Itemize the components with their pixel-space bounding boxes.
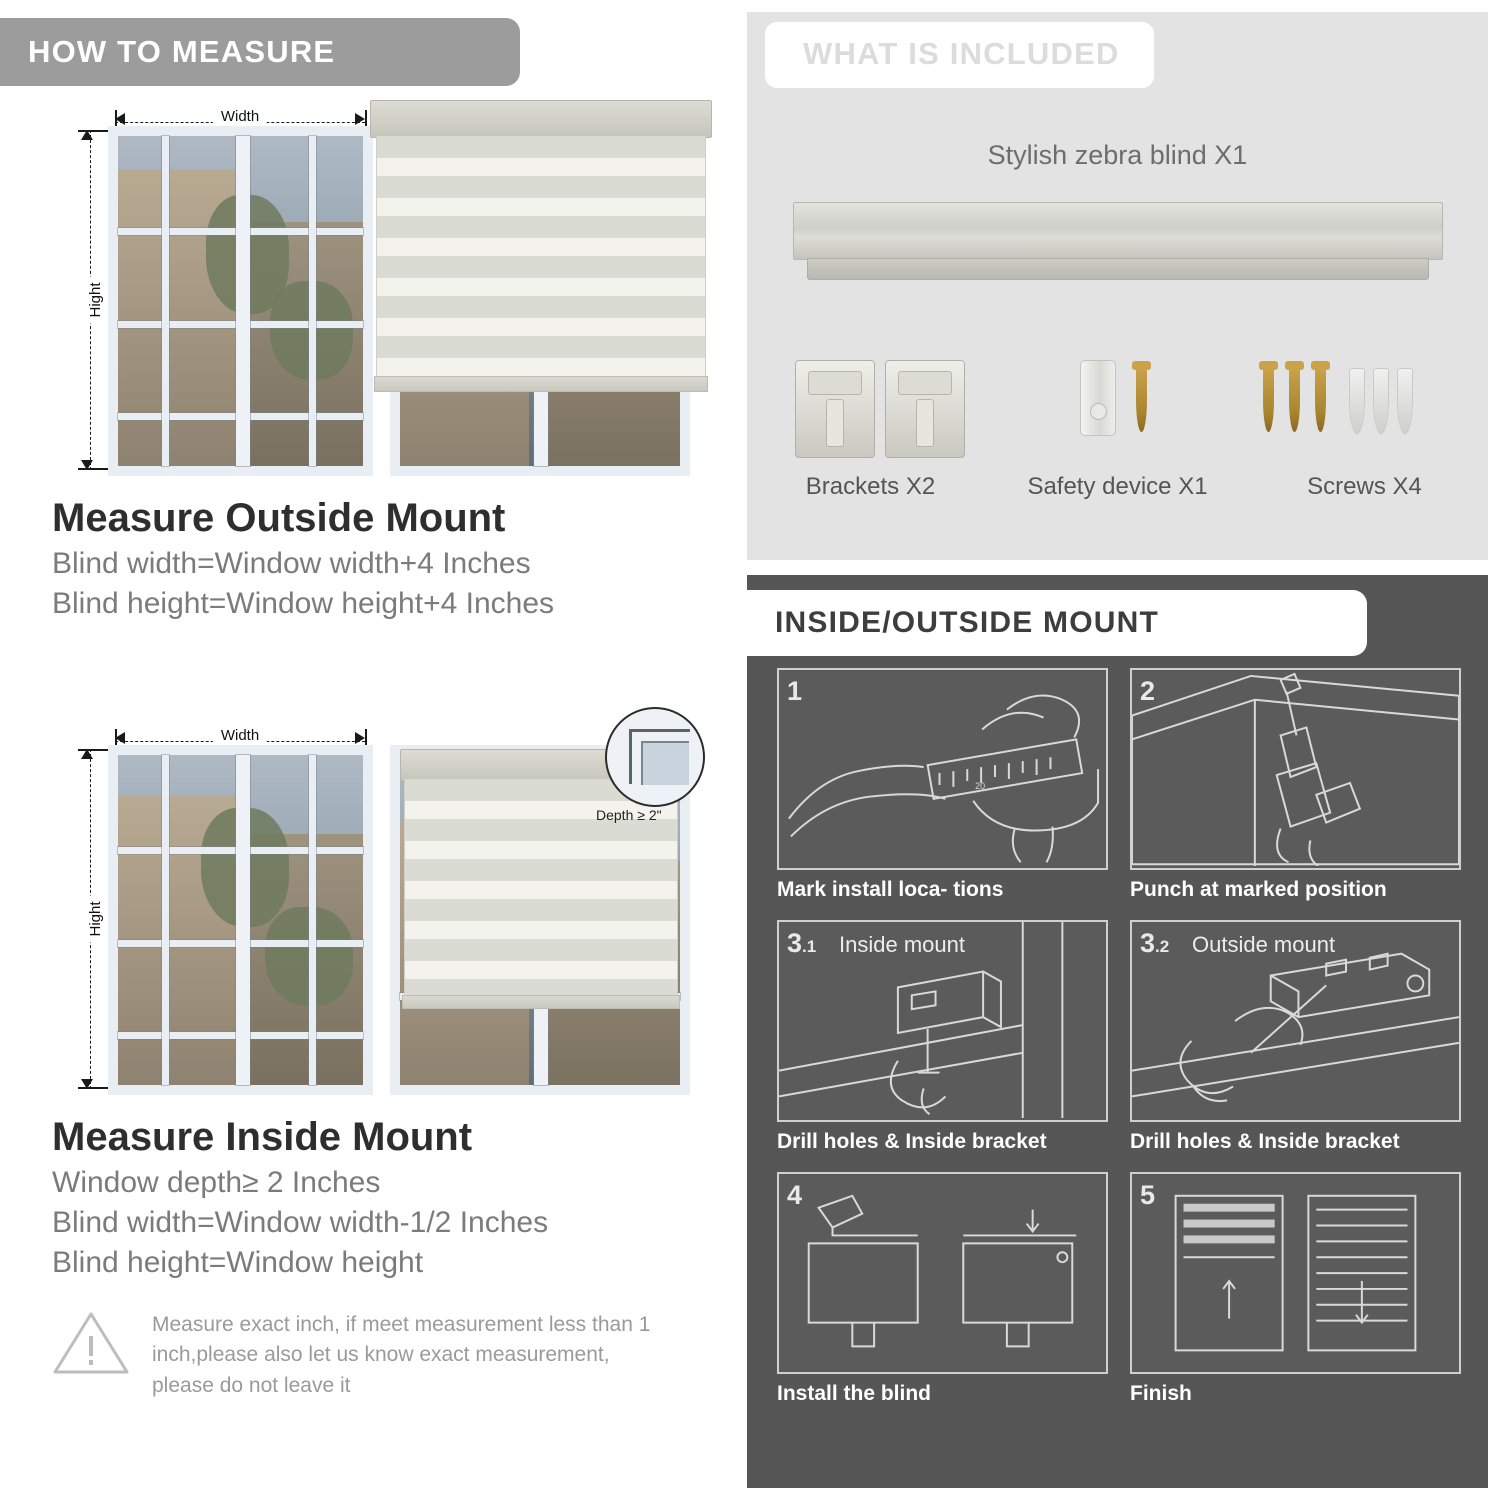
step-caption: Install the blind — [777, 1382, 932, 1405]
what-is-included-title: WHAT IS INCLUDED — [765, 22, 1154, 88]
step-number: 2 — [1140, 676, 1156, 706]
included-part-label: Safety device X1 — [1027, 473, 1208, 500]
depth-label: Depth ≥ 2" — [596, 807, 662, 823]
step-inline-title: Inside mount — [839, 932, 965, 957]
drill-icon — [1130, 668, 1461, 870]
outside-mount-line-2: Blind height=Window height+4 Inches — [52, 587, 555, 620]
included-part-brackets — [747, 342, 994, 501]
safety-device-icon — [994, 342, 1241, 467]
inside-mount-block — [0, 715, 735, 1280]
step-caption: Mark install loca- tions — [777, 878, 1004, 901]
step-number: 4 — [787, 1180, 803, 1210]
step-caption: Punch at marked position — [1130, 878, 1387, 901]
install-step-4 — [777, 1172, 1108, 1406]
inside-mount-line-3: Blind height=Window height — [52, 1246, 424, 1279]
included-part-label: Screws X4 — [1307, 473, 1422, 500]
product-name: Stylish zebra blind X1 — [987, 140, 1248, 170]
included-part-safety-device — [994, 342, 1241, 501]
outside-height-label: Hight — [87, 276, 104, 323]
outside-mount-block — [0, 96, 735, 621]
step-number: 1 — [787, 676, 803, 706]
outside-height-dimension — [78, 130, 104, 470]
measure-note-text: Measure exact inch, if meet measurement less than 1 inch,please also let us know exact measurement, please do not leave it — [152, 1313, 651, 1397]
outside-mount-heading: Measure Outside Mount — [52, 496, 506, 540]
install-step-3-1 — [777, 920, 1108, 1154]
included-part-screws — [1241, 342, 1488, 501]
install-step-3-2 — [1130, 920, 1461, 1154]
how-to-measure-column — [0, 0, 735, 1500]
install-step-5 — [1130, 1172, 1461, 1406]
inside-mount-line-1: Window depth≥ 2 Inches — [52, 1166, 381, 1199]
step-inline-title: Outside mount — [1192, 932, 1336, 957]
inside-height-label: Hight — [87, 895, 104, 942]
measure-note — [52, 1310, 672, 1401]
installation-steps-grid — [777, 668, 1461, 1406]
outside-mount-diagram — [60, 96, 700, 496]
inside-height-dimension — [78, 749, 104, 1089]
install-blind-icon — [777, 1172, 1108, 1374]
step-number: 3.1 — [787, 928, 817, 958]
right-column — [735, 0, 1500, 1500]
inside-mount-line-2: Blind width=Window width-1/2 Inches — [52, 1206, 549, 1239]
svg-text:20: 20 — [975, 780, 986, 791]
inside-mount-diagram — [60, 715, 700, 1115]
inside-outside-mount-title: INSIDE/OUTSIDE MOUNT — [747, 590, 1367, 656]
blind-bottomrail — [374, 376, 708, 392]
hand-ruler-icon — [777, 668, 1108, 870]
screw-icon — [1241, 342, 1488, 467]
screwdriver-bracket-outside-icon — [1130, 920, 1461, 1122]
inside-width-label: Width — [213, 727, 267, 744]
included-parts-row — [747, 342, 1488, 501]
inside-outside-mount-panel — [747, 575, 1488, 1488]
window-illustration-inside — [108, 745, 373, 1095]
step-number: 3.2 — [1140, 928, 1170, 958]
blind-bottomrail-inside — [402, 995, 680, 1009]
included-part-label: Brackets X2 — [805, 473, 936, 500]
screwdriver-bracket-icon — [777, 920, 1108, 1122]
bracket-icon — [747, 342, 994, 467]
depth-detail-circle — [605, 707, 705, 807]
finished-blind-icon — [1130, 1172, 1461, 1374]
install-step-2 — [1130, 668, 1461, 902]
outside-width-label: Width — [213, 108, 267, 125]
step-caption: Drill holes & Inside bracket — [777, 1130, 1047, 1153]
window-illustration — [108, 126, 373, 476]
blind-fabric — [376, 136, 706, 376]
step-caption: Drill holes & Inside bracket — [1130, 1130, 1400, 1153]
outside-mount-line-1: Blind width=Window width+4 Inches — [52, 547, 531, 580]
install-step-1 — [777, 668, 1108, 902]
warning-triangle-icon — [52, 1310, 130, 1376]
blind-headrail — [370, 100, 712, 138]
inside-mount-heading: Measure Inside Mount — [52, 1115, 473, 1159]
what-is-included-panel — [747, 12, 1488, 560]
how-to-measure-title: HOW TO MEASURE — [0, 18, 520, 86]
zebra-blind-product-image — [793, 202, 1443, 280]
step-number: 5 — [1140, 1180, 1156, 1210]
step-caption: Finish — [1130, 1382, 1192, 1405]
